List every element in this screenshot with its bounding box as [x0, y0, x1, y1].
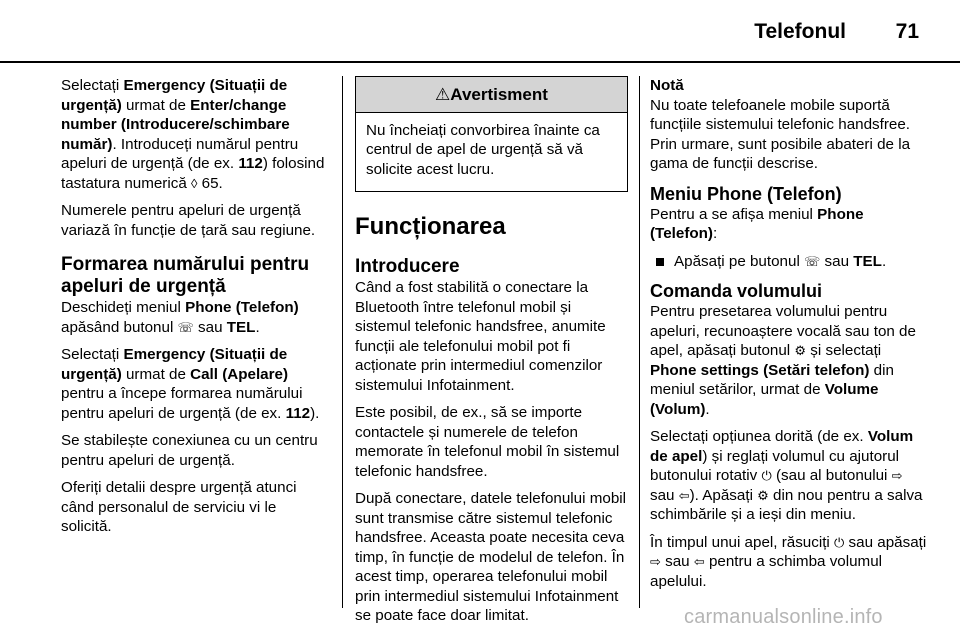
rotary-knob-icon: ⏻: [834, 534, 845, 550]
heading-emergency-dialing: Formarea numărului pentru apeluri de urgență: [61, 254, 310, 297]
column-left: [61, 76, 329, 545]
settings-button-icon: ⚙: [757, 487, 769, 503]
paragraph-volume-2: Selectați opțiunea dorită (de ex. Volum de apel) și reglați volumul cu ajutorul butonului rotativ ⏻ (sau al butonului ⇨ sau ⇦). Apăsați ⚙ din nou pentru a salva schimbările și a ieși din meniu.: [650, 428, 923, 523]
heading-introduction: Introducere: [355, 256, 460, 277]
header-rule: [0, 61, 960, 63]
bullet-press-phone: Apăsați pe butonul ☏ sau TEL.: [650, 252, 928, 272]
left-arrow-button-icon: ⇦: [693, 554, 705, 569]
paragraph-intro-3: După conectare, datele telefonului mobil sunt transmise către sistemul telefonic handsfree. Aceasta poate necesita ceva timp, în funcție de modelul de telefon. În acest timp, operarea telefonului mobil prin intermediul sistemului Infotainment se poate face doar limitat.: [355, 490, 627, 624]
warning-title: Avertisment: [450, 85, 548, 104]
heading-phone-menu: Meniu Phone (Telefon): [650, 183, 842, 204]
paragraph-select-call: Selectați Emergency (Situații de urgență) urmat de Call (Apelare) pentru a începe formarea numărului pentru apeluri de urgență (de ex. 112).: [61, 346, 320, 422]
column-right: [650, 76, 928, 599]
warning-box: [355, 76, 628, 192]
column-middle: [355, 76, 628, 634]
paragraph-connection: Se stabilește conexiunea cu un centru pentru apeluri de urgență.: [61, 432, 318, 469]
paragraph-open-phone-menu: Deschideți meniul Phone (Telefon) apăsând butonul ☏ sau TEL.: [61, 299, 299, 336]
watermark: carmanualsonline.info: [684, 606, 883, 628]
column-divider-2: [639, 76, 640, 608]
phone-button-icon: ☏: [804, 253, 821, 269]
warning-triangle-icon: ⚠: [435, 85, 451, 104]
warning-header: [356, 77, 627, 113]
paragraph-volume-1: Pentru presetarea volumului pentru apeluri, recunoaștere vocală sau ton de apel, apăsați butonul ⚙ și selectați Phone settings (Setări telefon) din meniul setărilor, urmat de Volume (Volum).: [650, 303, 916, 418]
phone-button-icon: ☏: [177, 319, 194, 335]
paragraph-intro-1: Când a fost stabilită o conectare la Bluetooth între telefonul mobil și sistemul telefonic handsfree, anumite funcții ale telefonului mobil pot fi acționate prin intermediul comenzilor sistemului Infotainment.: [355, 279, 606, 394]
note-text: Nu toate telefoanele mobile suportă funcțiile sistemului telefonic handsfree. Prin urmare, sunt posibile abateri de la gama de funcții descrise.: [650, 96, 911, 172]
paragraph-enter-number: Selectați Emergency (Situații de urgență) urmat de Enter/change number (Introducere/schimbare număr). Introduceți numărul pentru apeluri de urgență (de ex. 112) folosind tastatura numerică ◊ 65.: [61, 77, 325, 192]
settings-button-icon: ⚙: [794, 343, 807, 358]
rotary-knob-icon: ⏻: [761, 468, 772, 483]
right-arrow-button-icon: ⇨: [891, 468, 903, 483]
column-divider-1: [342, 76, 343, 608]
heading-operation: Funcționarea: [355, 213, 506, 240]
right-arrow-button-icon: ⇨: [650, 554, 661, 569]
cross-reference-arrow-icon: ◊: [191, 175, 198, 191]
note-title: Notă: [650, 77, 684, 94]
paragraph-volume-3: În timpul unui apel, răsuciți ⏻ sau apăsați ⇨ sau ⇦ pentru a schimba volumul apelului.: [650, 533, 927, 590]
section-title: Telefonul: [754, 20, 846, 43]
heading-volume-control: Comanda volumului: [650, 281, 823, 301]
left-arrow-button-icon: ⇦: [678, 487, 690, 503]
warning-text: Nu încheiați convorbirea înainte ca centrul de apel de urgență să vă solicite acest lucru.: [366, 121, 600, 178]
paragraph-numbers-vary: Numerele pentru apeluri de urgență variază în funcție de țară sau regiune.: [61, 202, 316, 239]
paragraph-details: Oferiți detalii despre urgență atunci când personalul de serviciu vi le solicită.: [61, 479, 297, 535]
page-header: [0, 0, 960, 64]
paragraph-show-menu: Pentru a se afișa meniul Phone (Telefon):: [650, 205, 864, 242]
paragraph-intro-2: Este posibil, de ex., să se importe contactele și numerele de telefon memorate în telefonul mobil în sistemul telefonic handsfree.: [355, 404, 620, 480]
page-number: 71: [895, 20, 919, 43]
